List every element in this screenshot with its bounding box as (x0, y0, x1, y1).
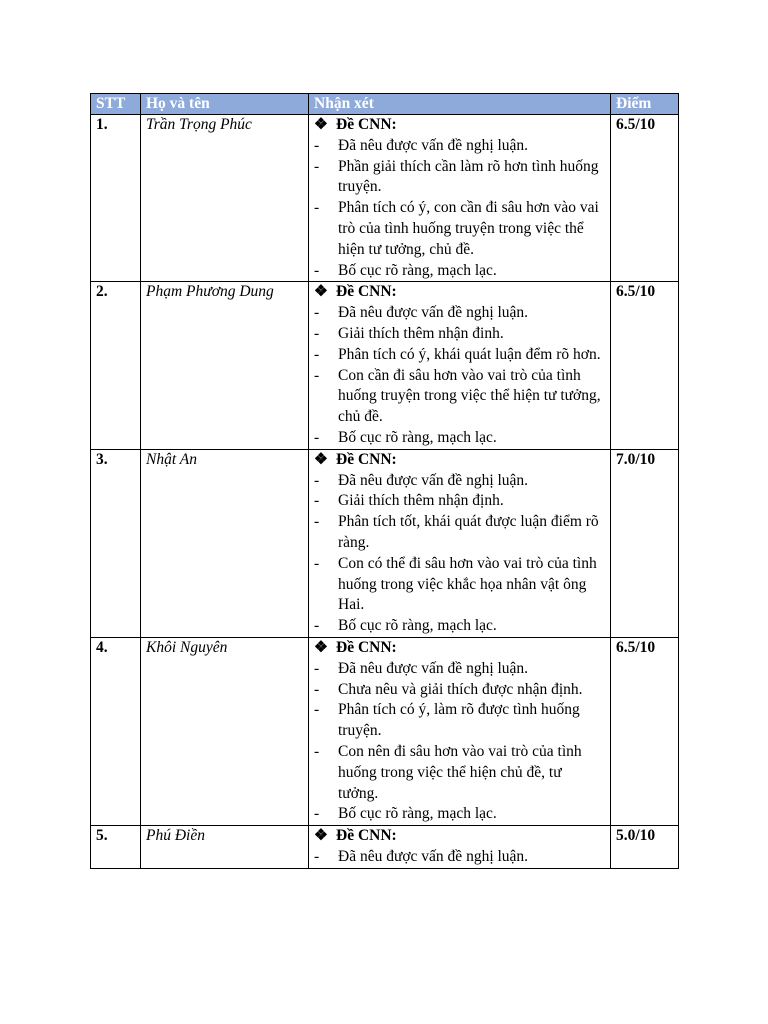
remark-point (314, 345, 605, 366)
remark-heading-label: Đề CNN: (336, 827, 397, 845)
header-name: Họ và tên (141, 94, 309, 115)
remark-heading-label: Đề CNN: (336, 638, 397, 656)
dash-bullet-icon: - (314, 742, 320, 760)
row-number: 2. (91, 282, 141, 449)
remarks-cell (309, 115, 611, 282)
student-name: Khôi Nguyên (141, 637, 309, 825)
row-number: 5. (91, 826, 141, 869)
remark-text: Đã nêu được vấn đề nghị luận. (338, 847, 529, 865)
dash-bullet-icon: - (314, 554, 320, 572)
remarks-cell (309, 282, 611, 449)
remark-heading (314, 282, 605, 303)
remark-point (314, 324, 605, 345)
student-name: Phú Điền (141, 826, 309, 869)
row-number: 3. (91, 449, 141, 637)
remark-point (314, 512, 605, 554)
dash-bullet-icon: - (314, 513, 320, 531)
table-body (91, 115, 679, 869)
dash-bullet-icon: - (314, 680, 320, 698)
diamond-bullet-icon: ❖ (314, 827, 328, 845)
student-name: Trần Trọng Phúc (141, 115, 309, 282)
remark-heading (314, 450, 605, 471)
score: 6.5/10 (611, 282, 679, 449)
score: 7.0/10 (611, 449, 679, 637)
grades-table (90, 93, 679, 869)
header-stt: STT (91, 94, 141, 115)
header-score: Điểm (611, 94, 679, 115)
remark-point (314, 700, 605, 742)
student-name: Phạm Phương Dung (141, 282, 309, 449)
remark-heading (314, 115, 605, 136)
table-header-row (91, 94, 679, 115)
dash-bullet-icon: - (314, 617, 320, 635)
remark-text: Giải thích thêm nhận định. (338, 492, 504, 510)
remark-text: Đã nêu được vấn đề nghị luận. (338, 659, 529, 677)
remark-point (314, 742, 605, 804)
remark-point (314, 616, 605, 637)
remark-point (314, 136, 605, 157)
remark-point (314, 471, 605, 492)
remark-text: Đã nêu được vấn đề nghị luận. (338, 471, 529, 489)
remark-text: Chưa nêu và giải thích được nhận định. (338, 680, 583, 698)
row-number: 1. (91, 115, 141, 282)
dash-bullet-icon: - (314, 324, 320, 342)
remark-text: Đã nêu được vấn đề nghị luận. (338, 136, 529, 154)
remark-heading-label: Đề CNN: (336, 283, 397, 301)
remark-text: Phân tích tốt, khái quát được luận điểm rõ ràng. (338, 513, 599, 551)
diamond-bullet-icon: ❖ (314, 450, 328, 468)
remark-point (314, 366, 605, 428)
dash-bullet-icon: - (314, 157, 320, 175)
remark-text: Bố cục rõ ràng, mạch lạc. (338, 617, 497, 635)
remark-point (314, 847, 605, 868)
remarks-cell (309, 637, 611, 825)
dash-bullet-icon: - (314, 199, 320, 217)
remark-text: Con nên đi sâu hơn vào vai trò của tình huống trong việc thể hiện chủ đề, tư tưởng. (338, 742, 582, 802)
header-remarks: Nhận xét (309, 94, 611, 115)
diamond-bullet-icon: ❖ (314, 283, 328, 301)
dash-bullet-icon: - (314, 304, 320, 322)
row-number: 4. (91, 637, 141, 825)
remark-point (314, 261, 605, 282)
dash-bullet-icon: - (314, 701, 320, 719)
score: 5.0/10 (611, 826, 679, 869)
table-row (91, 826, 679, 869)
remark-point (314, 491, 605, 512)
remark-text: Phân tích có ý, khái quát luận đểm rõ hơn. (338, 345, 601, 363)
remark-text: Bố cục rõ ràng, mạch lạc. (338, 805, 497, 823)
remark-heading-label: Đề CNN: (336, 450, 397, 468)
remark-text: Giải thích thêm nhận đinh. (338, 324, 504, 342)
table-row (91, 637, 679, 825)
remark-point (314, 554, 605, 616)
remark-text: Con có thể đi sâu hơn vào vai trò của tình huống trong việc khắc họa nhân vật ông Hai. (338, 554, 597, 614)
dash-bullet-icon: - (314, 345, 320, 363)
remark-text: Bố cục rõ ràng, mạch lạc. (338, 428, 497, 446)
score: 6.5/10 (611, 115, 679, 282)
dash-bullet-icon: - (314, 659, 320, 677)
remarks-cell (309, 826, 611, 869)
student-name: Nhật An (141, 449, 309, 637)
remark-point (314, 680, 605, 701)
dash-bullet-icon: - (314, 492, 320, 510)
remarks-cell (309, 449, 611, 637)
dash-bullet-icon: - (314, 261, 320, 279)
remark-text: Phân tích có ý, làm rõ được tình huống truyện. (338, 701, 580, 740)
remark-heading (314, 638, 605, 659)
remark-text: Phần giải thích cần làm rõ hơn tình huống truyện. (338, 157, 599, 196)
table-row (91, 449, 679, 637)
remark-point (314, 157, 605, 199)
dash-bullet-icon: - (314, 805, 320, 823)
remark-heading-label: Đề CNN: (336, 116, 397, 133)
remark-text: Bố cục rõ ràng, mạch lạc. (338, 261, 497, 279)
remark-point (314, 198, 605, 260)
remark-point (314, 428, 605, 449)
diamond-bullet-icon: ❖ (314, 638, 328, 656)
table-row (91, 115, 679, 282)
score: 6.5/10 (611, 637, 679, 825)
dash-bullet-icon: - (314, 366, 320, 384)
remark-text: Phân tích có ý, con cần đi sâu hơn vào vai trò của tình huống truyện trong việc thể hiện tư tưởng, chủ đề. (338, 199, 599, 258)
table-row (91, 282, 679, 449)
dash-bullet-icon: - (314, 136, 320, 154)
dash-bullet-icon: - (314, 847, 320, 865)
remark-point (314, 804, 605, 825)
diamond-bullet-icon: ❖ (314, 116, 328, 133)
dash-bullet-icon: - (314, 428, 320, 446)
dash-bullet-icon: - (314, 471, 320, 489)
remark-point (314, 303, 605, 324)
remark-text: Đã nêu được vấn đề nghị luận. (338, 304, 529, 322)
remark-text: Con cần đi sâu hơn vào vai trò của tình huống truyện trong việc thể hiện tư tưởng, chủ đề. (338, 366, 601, 426)
remark-heading (314, 826, 605, 847)
remark-point (314, 659, 605, 680)
